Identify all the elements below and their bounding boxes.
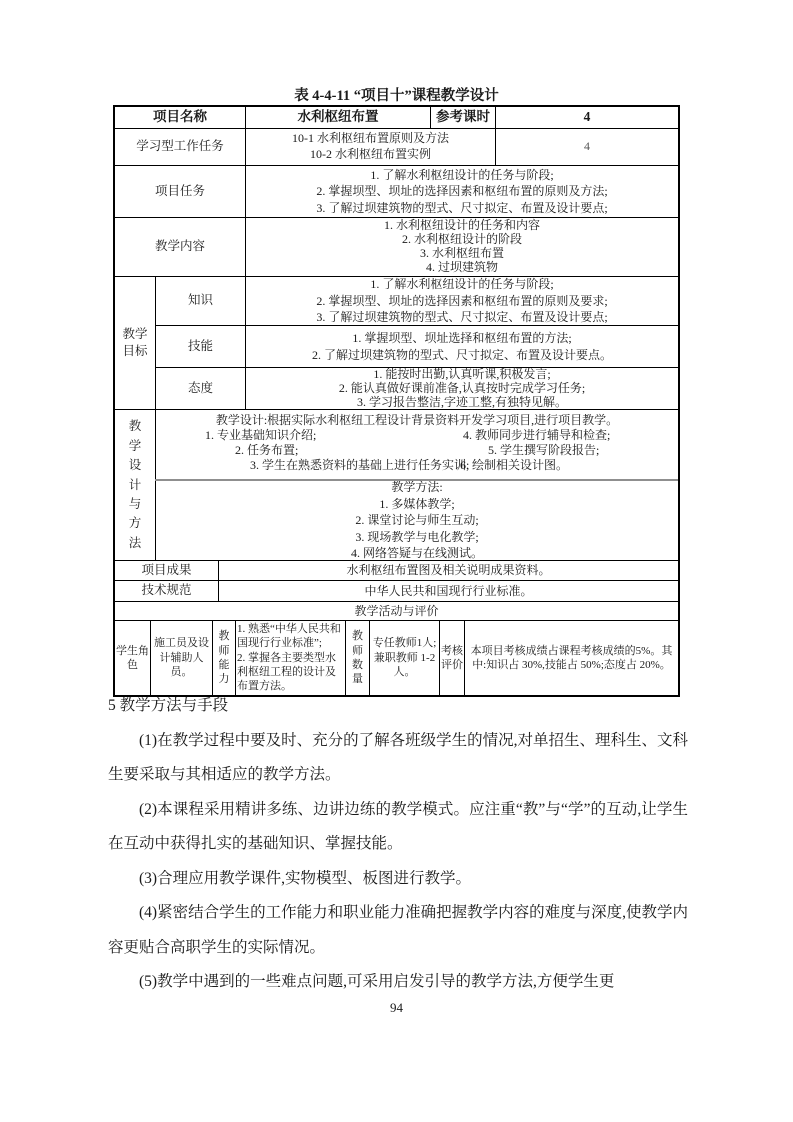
- knowledge-item: 2. 掌握坝型、坝址的选择因素和枢纽布置的原则及要求;: [316, 293, 608, 308]
- teaching-goals-rows: [155, 277, 678, 409]
- paragraph-1: (1)在教学过程中要及时、充分的了解各班级学生的情况,对单招生、理科生、文科生要采取与其相适应的教学方法。: [108, 731, 688, 783]
- teaching-content-item: 3. 水利枢纽布置: [419, 246, 504, 261]
- skills-item: 2. 了解过坝建筑物的型式、尺寸拟定、布置及设计要点。: [311, 347, 612, 362]
- knowledge-item: 3. 了解过坝建筑物的型式、尺寸拟定、布置及设计要点;: [316, 310, 608, 325]
- project-task-item: 1. 了解水利枢纽设计的任务与阶段;: [370, 167, 554, 182]
- learning-task-line1: 10-1 水利枢纽布置原则及方法: [292, 130, 449, 145]
- methods-row: [155, 479, 678, 560]
- outcome-row: [115, 560, 678, 580]
- teacher-ability-label: 教师能力: [212, 621, 235, 694]
- learning-task-line2: 10-2 水利枢纽布置实例: [310, 146, 431, 161]
- table-header-row: [115, 107, 678, 128]
- design-methods-label: 教学设计与方法: [128, 419, 142, 550]
- outcome-label: 项目成果: [141, 563, 192, 578]
- paragraph-2: (2)本课程采用精讲多练、边讲边练的教学模式。应注重“教”与“学”的互动,让学生在互动中获得扎实的基础知识、掌握技能。: [108, 800, 688, 852]
- teaching-goals-block: [115, 276, 678, 409]
- project-task-item: 2. 掌握坝型、坝址的选择因素和枢纽布置的原则及方法;: [316, 184, 608, 199]
- knowledge-row: [155, 277, 678, 325]
- student-role-label: 学生角色: [116, 644, 149, 671]
- body-text-section: [108, 689, 688, 1000]
- attitude-row: [155, 367, 678, 409]
- teaching-goals-label: 教学目标: [122, 326, 148, 359]
- teacher-ability-item: 2. 掌握各主要类型水利枢纽工程的设计及布置方法。: [237, 651, 336, 693]
- knowledge-label: 知识: [155, 277, 245, 325]
- methods-item: 3. 现场教学与电化教学;: [355, 529, 479, 544]
- methods-item: 1. 多媒体教学;: [379, 496, 455, 511]
- learning-task-label: 学习型工作任务: [136, 139, 224, 153]
- project-name-value: 水利枢纽布置: [245, 107, 430, 128]
- attitude-item: 2. 能认真做好课前准备,认真按时完成学习任务;: [338, 380, 586, 395]
- project-tasks-row: [115, 165, 678, 218]
- learning-task-row: [115, 128, 678, 165]
- standard-row: [115, 580, 678, 600]
- teacher-ability-content: [235, 621, 345, 694]
- outcome-value: 水利枢纽布置图及相关说明成果资料。: [218, 561, 678, 580]
- design-item: 2. 任务布置;: [235, 443, 299, 458]
- design-intro: 教学设计:根据实际水利枢纽工程设计背景资料开发学习项目,进行项目教学。: [215, 413, 619, 428]
- paragraph-3: (3)合理应用教学课件,实物模型、板图进行教学。: [139, 869, 471, 887]
- skills-label: 技能: [155, 326, 245, 367]
- design-methods-rows: [155, 410, 678, 560]
- skills-item: 1. 掌握坝型、坝址选择和枢纽布置的方法;: [352, 330, 572, 345]
- learning-task-hours: 4: [495, 129, 678, 165]
- evaluation-value: 本项目考核成绩占课程考核成绩的5%。其中:知识占 30%,技能占 50%;态度占 20%。: [464, 621, 678, 694]
- design-line: [158, 457, 676, 472]
- project-tasks-label: 项目任务: [154, 183, 205, 198]
- teaching-content-item: 4. 过坝建筑物: [425, 259, 498, 274]
- design-item: 4. 教师同步进行辅导和检查;: [463, 428, 611, 443]
- methods-title: 教学方法:: [391, 480, 443, 495]
- ref-hours-value: 4: [495, 107, 678, 128]
- attitude-label: 态度: [155, 368, 245, 409]
- design-cell: [155, 410, 678, 479]
- paragraph-5: (5)教学中遇到的一些难点问题,可采用启发引导的教学方法,方便学生更: [139, 973, 615, 990]
- attitude-item: 3. 学习报告整洁,字迹工整,有独特见解。: [356, 394, 567, 409]
- design-item: 6. 绘制相关设计图。: [460, 458, 569, 473]
- knowledge-item: 1. 了解水利枢纽设计的任务与阶段;: [370, 277, 554, 292]
- table-title: 表 4-4-11 “项目十”课程教学设计: [294, 88, 499, 104]
- methods-cell: [155, 481, 678, 560]
- paragraph-4: (4)紧密结合学生的工作能力和职业能力准确把握教学内容的难度与深度,使教学内容更贴合高职学生的实际情况。: [108, 904, 688, 956]
- methods-item: 4. 网络答疑与在线测试。: [350, 546, 483, 561]
- student-role-value: 施工员及设计辅助人员。: [150, 621, 212, 694]
- evaluation-label: 考核评价: [439, 621, 464, 694]
- course-design-table: [113, 105, 680, 697]
- project-name-label: 项目名称: [153, 109, 207, 124]
- design-item: 5. 学生撰写阶段报告;: [488, 443, 600, 458]
- standard-label: 技术规范: [141, 583, 192, 598]
- teacher-count-label: 教师数量: [345, 621, 369, 694]
- section-heading: 5 教学方法与手段: [108, 697, 229, 714]
- knowledge-content: [245, 277, 678, 325]
- attitude-content: [245, 368, 678, 409]
- teaching-content-item: 1. 水利枢纽设计的任务和内容: [383, 218, 540, 233]
- teacher-ability-item: 1. 熟悉“中华人民共和国现行行业标准”;: [237, 623, 341, 650]
- project-task-item: 3. 了解过坝建筑物的型式、尺寸拟定、布置及设计要点;: [316, 200, 608, 215]
- teaching-content-row: [115, 217, 678, 276]
- ref-hours-label: 参考课时: [430, 107, 495, 128]
- activity-eval-header: 教学活动与评价: [354, 603, 439, 618]
- teaching-content-label: 教学内容: [154, 239, 205, 254]
- design-line: [158, 427, 676, 442]
- skills-content: [245, 326, 678, 367]
- activity-eval-row: [115, 601, 678, 621]
- project-tasks-content: [245, 166, 678, 218]
- design-methods-block: [115, 409, 678, 560]
- page-number: 94: [390, 1000, 403, 1015]
- design-line: [158, 442, 676, 457]
- teaching-content-item: 2. 水利枢纽设计的阶段: [401, 232, 522, 247]
- roles-row: [115, 620, 678, 694]
- design-row: [155, 410, 678, 479]
- attitude-item: 1. 能按时出勤,认真听课,积极发言;: [373, 366, 551, 381]
- design-item: 1. 专业基础知识介绍;: [205, 428, 317, 443]
- teacher-count-value: 专任教师1人;兼职教师 1-2 人。: [369, 621, 439, 694]
- learning-task-content: [245, 129, 495, 165]
- standard-value: 中华人民共和国现行行业标准。: [218, 581, 678, 600]
- design-item: 3. 学生在熟悉资料的基础上进行任务实训;: [250, 458, 470, 473]
- teaching-content-content: [245, 218, 678, 276]
- methods-item: 2. 课堂讨论与师生互动;: [355, 513, 479, 528]
- skills-row: [155, 325, 678, 367]
